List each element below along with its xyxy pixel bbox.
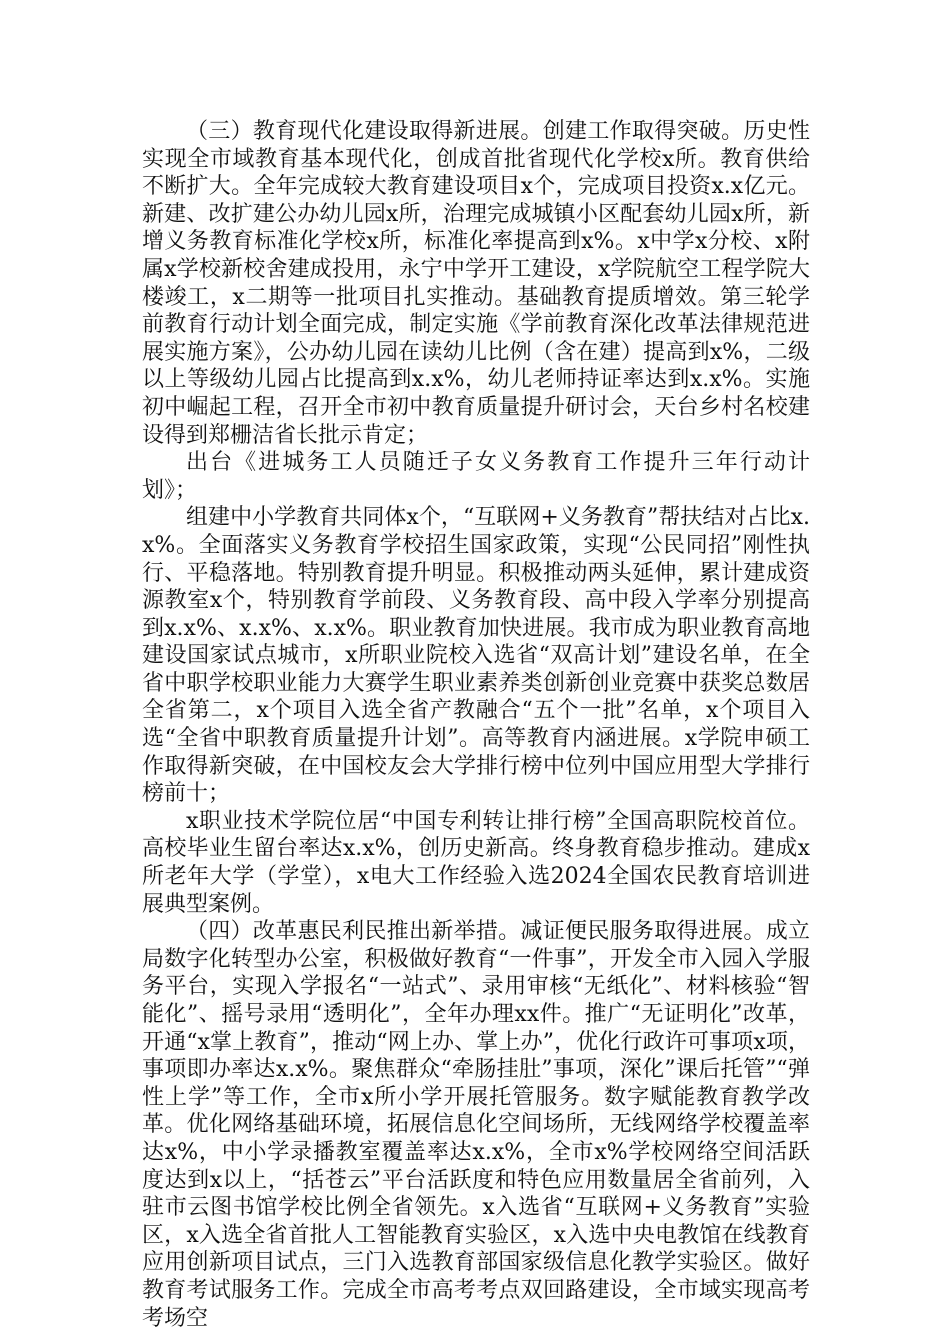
document-body bbox=[142, 118, 810, 1332]
paragraph-reform-services: （四）改革惠民利民推出新举措。减证便民服务取得进展。成立局数字化转型办公室，积极做好教育“一件事”，开发全市入园入学服务平台，实现入学报名“一站式”、录用审核“无纸化”、材料核验“智能化”、摇号录用“透明化”，全年办理xx件。推广“无证明化”改革，开通“x掌上教育”，推动“网上办、掌上办”，优化行政许可事项x项，事项即办率达x.x%。聚焦群众“牵肠挂肚”事项，深化”课后托管”“弹性上学”等工作，全市x所小学开展托管服务。数字赋能教育教学改革。优化网络基础环境，拓展信息化空间场所，无线网络学校覆盖率达x%，中小学录播教室覆盖率达x.x%，全市x%学校网络空间活跃度达到x以上，“括苍云”平台活跃度和特色应用数量居全省前列，入驻市云图书馆学校比例全省领先。x入选省“互联网+义务教育”实验区，x入选全省首批人工智能教育实验区，x入选中央电教馆在线教育应用创新项目试点，三门入选教育部国家级信息化教学实验区。做好教育考试服务工作。完成全市高考考点双回路建设，全市域实现高考考场空 bbox=[142, 919, 810, 1331]
paragraph-compulsory-special-vocational: 组建中小学教育共同体x个，“互联网+义务教育”帮扶结对占比x.x%。全面落实义务教育学校招生国家政策，实现“公民同招”刚性执行、平稳落地。特别教育提升明显。积极推动两头延伸，累计建成资源教室x个，特别教育学前段、义务教育段、高中段入学率分别提高到x.x%、x.x%、x.x%。职业教育加快进展。我市成为职业教育高地建设国家试点城市，x所职业院校入选省“双高计划”建设名单，在全省中职学校职业能力大赛学生职业素养类创新创业竞赛中获奖总数居全省第二，x个项目入选全省产教融合“五个一批”名单，x个项目入选“全省中职教育质量提升计划”。高等教育内涵进展。x学院申硕工作取得新突破，在中国校友会大学排行榜中位列中国应用型大学排行榜前十； bbox=[142, 505, 810, 807]
paragraph-education-modernization: （三）教育现代化建设取得新进展。创建工作取得突破。历史性实现全市域教育基本现代化，创成首批省现代化学校x所。教育供给不断扩大。全年完成较大教育建设项目x个，完成项目投资x.x亿元。新建、改扩建公办幼儿园x所，治理完成城镇小区配套幼儿园x所，新增义务教育标准化学校x所，标准化率提高到x%。x中学x分校、x附属x学校新校舍建成投用，永宁中学开工建设，x学院航空工程学院大楼竣工，x二期等一批项目扎实推动。基础教育提质增效。第三轮学前教育行动计划全面完成，制定实施《学前教育深化改革法律规范进展实施方案》，公办幼儿园在读幼儿比例（含在建）提高到x%，二级以上等级幼儿园占比提高到x.x%，幼儿老师持证率达到x.x%。实施初中崛起工程，召开全市初中教育质量提升研讨会，天台乡村名校建设得到郑栅洁省长批示肯定； bbox=[142, 119, 810, 448]
paragraph-migrant-children-plan: 出台《进城务工人员随迁子女义务教育工作提升三年行动计划》； bbox=[142, 450, 810, 503]
paragraph-higher-lifelong-education: x职业技术学院位居“中国专利转让排行榜”全国高职院校首位。高校毕业生留台率达x.x%，创历史新高。终身教育稳步推动。建成x所老年大学（学堂），x电大工作经验入选2024全国农民教育培训进展典型案例。 bbox=[142, 808, 810, 917]
